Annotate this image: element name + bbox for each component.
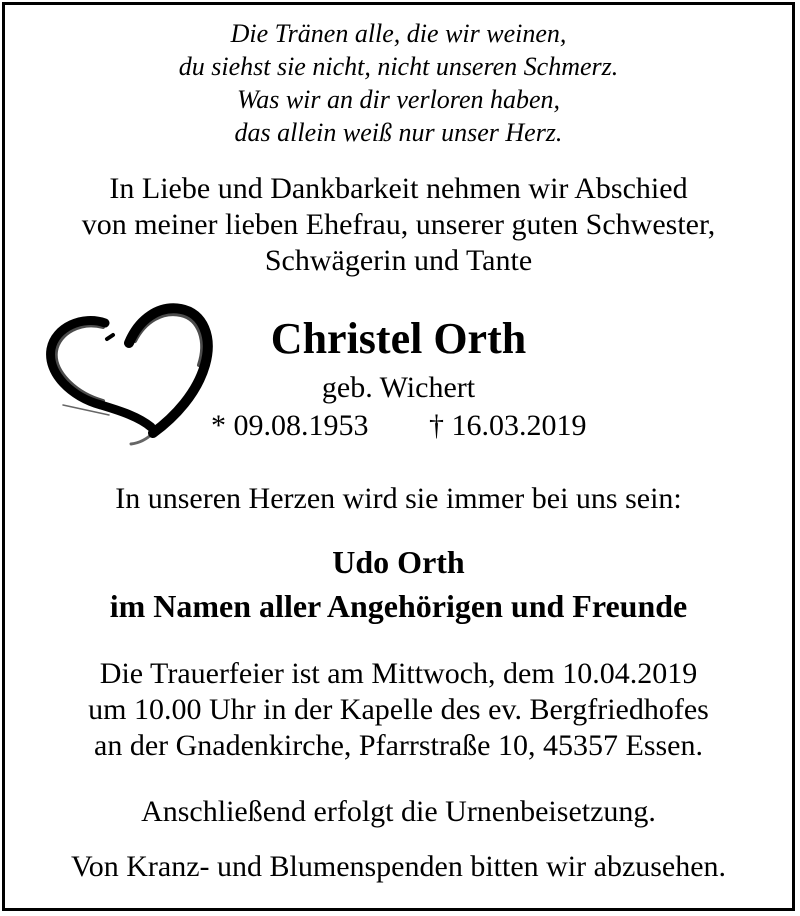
poem-line-3: Was wir an dir verloren haben,	[236, 85, 561, 114]
birth-date: * 09.08.1953	[211, 409, 369, 442]
death-date: † 16.03.2019	[429, 409, 587, 442]
intro-line-3: Schwägerin und Tante	[264, 244, 533, 277]
family-on-behalf: im Namen aller Angehörigen und Freunde	[109, 588, 688, 624]
family-name: Udo Orth	[332, 544, 465, 580]
flowers-line: Von Kranz- und Blumenspenden bitten wir abzusehen.	[70, 850, 727, 883]
obituary-frame	[2, 2, 795, 911]
service-line-2: um 10.00 Uhr in der Kapelle des ev. Bergfriedhofes	[88, 693, 709, 726]
intro-line-2: von meiner lieben Ehefrau, unserer guten Schwester,	[81, 208, 716, 241]
remembrance-line: In unseren Herzen wird sie immer bei uns sein:	[115, 482, 682, 515]
poem-line-1: Die Tränen alle, die wir weinen,	[230, 19, 567, 48]
intro-line-1: In Liebe und Dankbarkeit nehmen wir Abschied	[109, 172, 688, 205]
deceased-name: Christel Orth	[270, 314, 527, 363]
burial-line: Anschließend erfolgt die Urnenbeisetzung.	[141, 795, 656, 828]
service-line-1: Die Trauerfeier ist am Mittwoch, dem 10.04.2019	[99, 657, 698, 690]
maiden-name: geb. Wichert	[321, 371, 476, 404]
poem-line-4: das allein weiß nur unser Herz.	[234, 118, 563, 147]
service-line-3: an der Gnadenkirche, Pfarrstraße 10, 45357 Essen.	[94, 729, 703, 762]
poem-line-2: du siehst sie nicht, nicht unseren Schmerz.	[178, 52, 619, 81]
